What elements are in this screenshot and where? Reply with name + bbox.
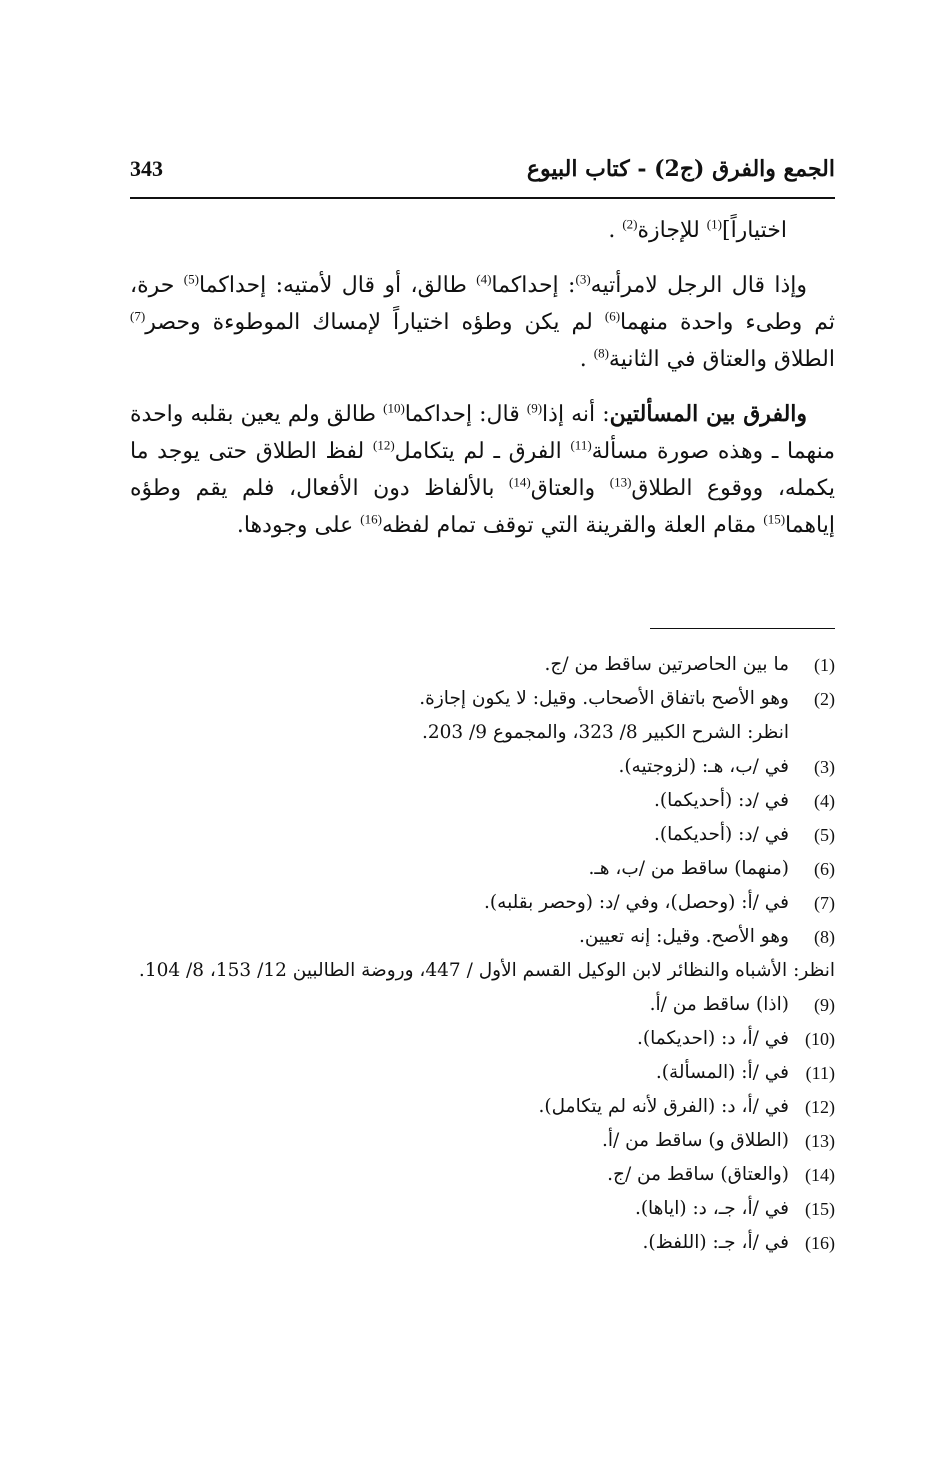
footnote-ref: (2) xyxy=(622,216,638,232)
footnote-text: (اذا) ساقط من /أ. xyxy=(649,994,789,1015)
main-text xyxy=(130,212,835,562)
footnote-text: في /د: (أحديكما). xyxy=(653,824,789,845)
header-divider xyxy=(130,197,835,199)
footnote-ref: (9) xyxy=(526,400,543,416)
footnote xyxy=(130,1022,835,1056)
footnote-number: (12) xyxy=(805,1097,835,1117)
footnote-ref: (11) xyxy=(570,437,592,453)
paragraph-1: اختياراً]$^{(1)}$ للإجازة$^{(2)}$ . xyxy=(608,216,787,243)
footnote-text: في /د: (أحديكما). xyxy=(653,790,789,811)
footnote-text: في /أ، د: (الفرق لأنه لم يتكامل). xyxy=(538,1096,789,1117)
footnote-reference: انظر: الشرح الكبير 8/ 323، والمجموع 9/ 203. xyxy=(421,722,789,743)
footnote-text: في /أ، جـ، د: (اياها). xyxy=(634,1198,789,1219)
footnote-number: (2) xyxy=(814,689,835,709)
footnote xyxy=(130,750,835,784)
footnote xyxy=(130,648,835,682)
footnote-number: (5) xyxy=(814,825,835,845)
footnote-number: (4) xyxy=(814,791,835,811)
footnote-ref: (7) xyxy=(130,308,146,324)
footnotes xyxy=(130,648,835,1260)
footnote-ref: (8) xyxy=(593,345,609,361)
footnote-number: (8) xyxy=(814,927,835,947)
footnote-number: (7) xyxy=(814,893,835,913)
footnote-text: (الطلاق و) ساقط من /أ. xyxy=(601,1130,789,1151)
footnote xyxy=(130,1226,835,1260)
footnote-text: في /أ، د: (احديكما). xyxy=(636,1028,789,1049)
footnote-ref: (12) xyxy=(372,437,395,453)
paragraph-3: والفرق بين المسألتين: أنه إذا$^{(9)}$ قال: إحداكما$^{(10)}$ طالق ولم يعين بقلبه واحدة منهما ـ وهذه صورة مسألة$^{(11)}$ الفرق ـ لم يتكامل$^{(12)}$ لفظ الطلاق حتى يوجد ما يكمله، ووقوع الطلاق$^{(13)}$ والعتاق$^{(14)}$ بالألفاظ دون الأفعال، فلم يقم وطؤه إياهما$^{(15)}$ مقام العلة والقرينة التي توقف تمام لفظه$^{(16)}$ على وجودها. xyxy=(130,400,835,538)
footnote xyxy=(130,818,835,852)
footnote-number: (3) xyxy=(814,757,835,777)
footnote-ref: (6) xyxy=(604,308,621,324)
footnote-ref: (14) xyxy=(509,474,531,490)
page-number: 343 xyxy=(130,156,163,181)
footnote-ref: (13) xyxy=(609,474,632,490)
footnote xyxy=(130,886,835,920)
footnote-text: وهو الأصح. وقيل: إنه تعيين. xyxy=(578,926,789,947)
footnote-number: (13) xyxy=(805,1131,835,1151)
footnote-text: في /ب، هـ: (لزوجتيه). xyxy=(618,756,789,777)
footnote-number: (1) xyxy=(814,655,835,675)
running-header xyxy=(130,152,835,192)
footnote-number: (15) xyxy=(805,1199,835,1219)
footnote-ref: (1) xyxy=(706,216,722,232)
footnote-reference: انظر: الأشباه والنظائر لابن الوكيل القسم الأول / 447، وروضة الطالبين 12/ 153، 8/ 104. xyxy=(138,960,835,981)
footnote xyxy=(130,1090,835,1124)
footnote-number: (10) xyxy=(805,1029,835,1049)
bold-lead: والفرق بين المسألتين xyxy=(609,401,808,427)
footnote xyxy=(130,1158,835,1192)
footnote xyxy=(130,682,835,750)
paragraph-2: وإذا قال الرجل لامرأتيه$^{(3)}$: إحداكما$^{(4)}$ طالق، أو قال لأمتيه: إحداكما$^{(5)}$ حرة، ثم وطىء واحدة منهما$^{(6)}$ لم يكن وطؤه اختياراً لإمساك الموطوءة وحصر$^{(7)}$ الطلاق والعتاق في الثانية$^{(8)}$ . xyxy=(130,271,835,372)
footnote-text: في /أ، جـ: (اللفظ). xyxy=(642,1232,789,1253)
footnote-number: (6) xyxy=(814,859,835,879)
footnote xyxy=(130,784,835,818)
footnote-ref: (4) xyxy=(476,271,492,287)
footnote-text: (منهما) ساقط من /ب، هـ. xyxy=(588,858,789,879)
footnote-ref: (15) xyxy=(763,511,786,527)
footnote-text: في /أ: (وحصل)، وفي /د: (وحصر بقلبه). xyxy=(484,892,789,913)
footnote-number: (9) xyxy=(814,995,835,1015)
header-title: الجمع والفرق (ج2) - كتاب البيوع xyxy=(526,156,835,182)
footnote xyxy=(130,920,835,988)
footnote-text: في /أ: (المسألة). xyxy=(655,1062,789,1083)
footnote-number: (16) xyxy=(805,1233,835,1253)
footnote-ref: (16) xyxy=(360,511,382,527)
footnote xyxy=(130,1192,835,1226)
footnote-text: ما بين الحاصرتين ساقط من /ج. xyxy=(544,654,789,675)
footnote-divider xyxy=(650,628,835,629)
footnote-text: وهو الأصح باتفاق الأصحاب. وقيل: لا يكون إجازة. xyxy=(419,688,789,709)
footnote-number: (14) xyxy=(805,1165,835,1185)
footnote xyxy=(130,852,835,886)
footnote xyxy=(130,1124,835,1158)
footnote xyxy=(130,988,835,1022)
footnote-ref: (3) xyxy=(575,271,591,287)
footnote-number: (11) xyxy=(805,1063,835,1083)
footnote xyxy=(130,1056,835,1090)
footnote-ref: (5) xyxy=(183,271,199,287)
footnote-ref: (10) xyxy=(383,400,405,416)
footnote-text: (والعتاق) ساقط من /ج. xyxy=(607,1164,789,1185)
